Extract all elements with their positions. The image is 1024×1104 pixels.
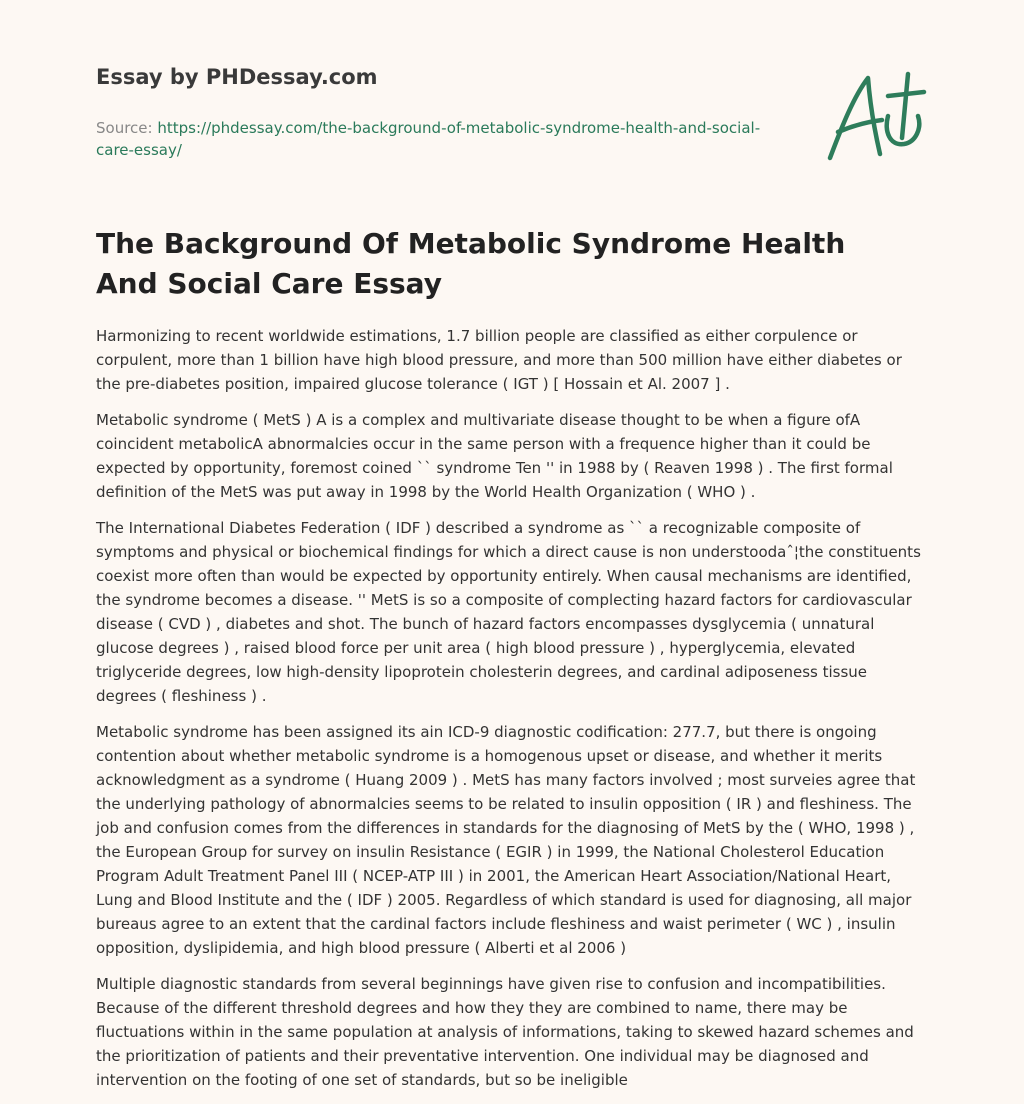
source-line	[96, 117, 776, 161]
source-label: Source:	[96, 119, 153, 137]
paragraph-5: Multiple diagnostic standards from several beginnings have given rise to confusion and incompatibilities. Because of the different threshold degrees and how they they are combined to name, there may be fluctuations within in the same population at analysis of informations, taking to skewed hazard schemes and the prioritization of patients and their preventative intervention. One individual may be diagnosed and intervention on the footing of one set of standards, but so be ineligible	[96, 975, 914, 1089]
site-brand: Essay by PHDessay.com	[96, 65, 378, 89]
page-header	[96, 62, 796, 161]
paragraph-1: Harmonizing to recent worldwide estimations, 1.7 billion people are classified as either corpulence or corpulent, more than 1 billion have high blood pressure, and more than 500 million have either diabetes or the pre-diabetes position, impaired glucose tolerance ( IGT ) [ Hossain et Al. 2007 ] .	[96, 327, 902, 393]
article-title: The Background Of Metabolic Syndrome Health And Social Care Essay	[96, 227, 846, 300]
a-plus-logo	[818, 66, 930, 166]
paragraph-4: Metabolic syndrome has been assigned its ain ICD-9 diagnostic codification: 277.7, but there is ongoing contention about whether metabolic syndrome is a homogenous upset or disease, and whether it merits acknowledgment as a syndrome ( Huang 2009 ) . MetS has many factors involved ; most surveies agree that the underlying pathology of abnormalcies seems to be related to insulin opposition ( IR ) and fleshiness. The job and confusion comes from the differences in standards for the diagnosing of MetS by the ( WHO, 1998 ) , the European Group for survey on insulin Resistance ( EGIR ) in 1999, the National Cholesterol Education Program Adult Treatment Panel III ( NCEP-ATP III ) in 2001, the American Heart Association/National Heart, Lung and Blood Institute and the ( IDF ) 2005. Regardless of which standard is used for diagnosing, all major bureaus agree to an extent that the cardinal factors include fleshiness and waist perimeter ( WC ) , insulin opposition, dyslipidemia, and high blood pressure ( Alberti et al 2006 )	[96, 723, 916, 957]
article-body	[96, 324, 928, 1104]
paragraph-3: The International Diabetes Federation ( IDF ) described a syndrome as `` a recognizable composite of symptoms and physical or biochemical findings for which a direct cause is non understoodaˆ¦the constituents coexist more often than would be expected by opportunity entirely. When causal mechanisms are identified, the syndrome becomes a disease. '' MetS is so a composite of complecting hazard factors for cardiovascular disease ( CVD ) , diabetes and shot. The bunch of hazard factors encompasses dysglycemia ( unnatural glucose degrees ) , raised blood force per unit area ( high blood pressure ) , hyperglycemia, elevated triglyceride degrees, low high-density lipoprotein cholesterin degrees, and cardinal adiposeness tissue degrees ( fleshiness ) .	[96, 519, 921, 705]
paragraph-2: Metabolic syndrome ( MetS ) A is a complex and multivariate disease thought to be when a figure ofA coincident metabolicA abnormalcies occur in the same person with a frequence higher than it could be expected by opportunity, foremost coined `` syndrome Ten '' in 1988 by ( Reaven 1998 ) . The first formal definition of the MetS was put away in 1998 by the World Health Organization ( WHO ) .	[96, 411, 893, 501]
source-link[interactable]: https://phdessay.com/the-background-of-metabolic-syndrome-health-and-social-care-essay/	[96, 119, 761, 159]
